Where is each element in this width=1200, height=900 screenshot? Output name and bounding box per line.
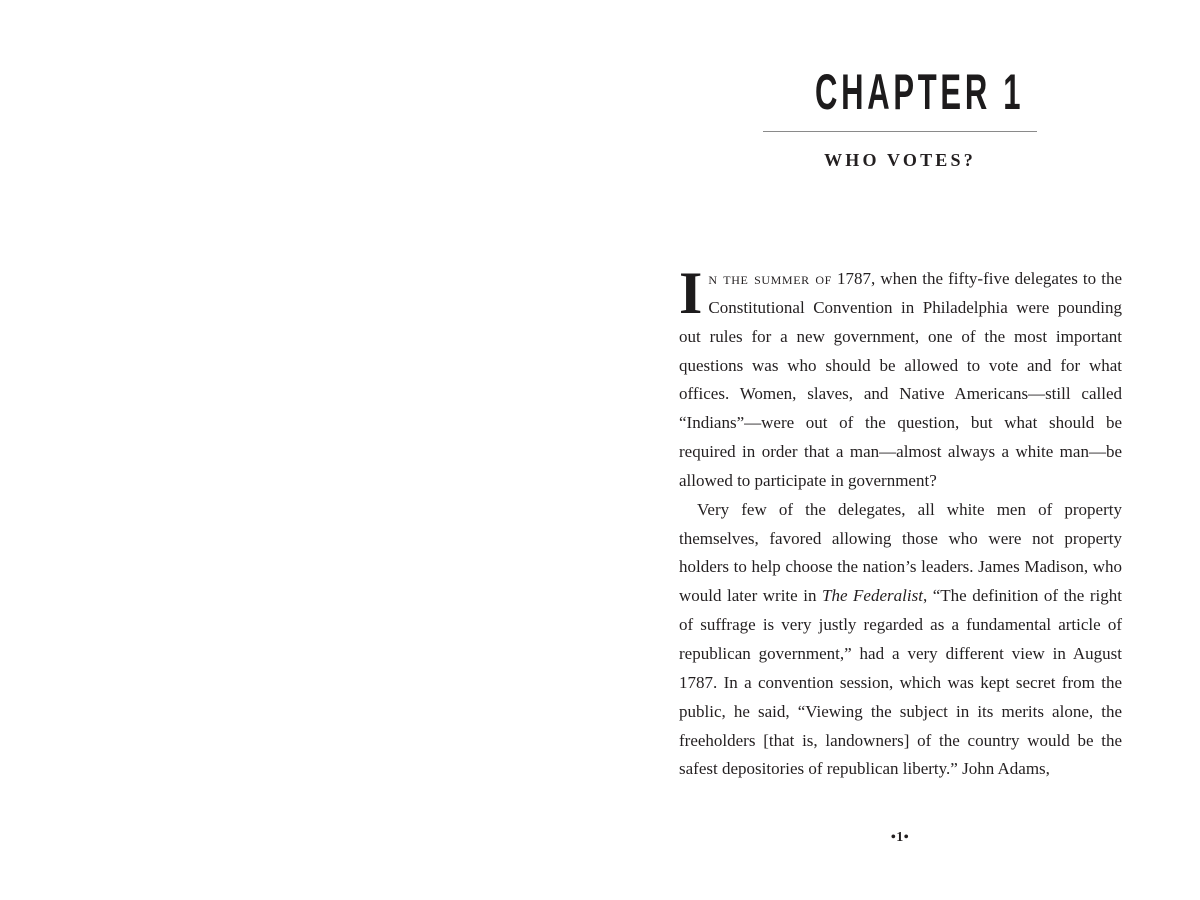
paragraph-1 <box>679 260 1122 496</box>
paragraph-2-text-before: Very few of the delegates, all white men of property themselves, favored allowing those who were not property holders to help choose the nation’s leaders. James Madison, who would later write in <box>679 499 1122 606</box>
chapter-heading: CHAPTER 1 <box>815 64 1025 120</box>
paragraph-2-text-after: , “The definition of the right of suffrage is very justly regarded as a fundamental article of republican government,” had a very different view in August 1787. In a convention session, which was kept secret from the public, he said, “Viewing the subject in its merits alone, the freeholders [that is, landowners] of the country would be the safest depositories of republican liberty.” John Adams, <box>679 586 1122 779</box>
drop-cap-letter: I <box>679 260 703 326</box>
book-title-italic: The Federalist <box>822 586 923 606</box>
chapter-body-text <box>679 260 1122 784</box>
chapter-divider-rule <box>763 131 1037 132</box>
paragraph-1-text: 1787, when the fifty-five delegates to the Constitutional Convention in Philadelphia were pounding out rules for a new government, one of the most important questions was who should be allowed to vote and for what offices. Women, slaves, and Native Americans—still called “Indians”—were out of the question, but what should be required in order that a man—almost always a white man—be allowed to participate in government? <box>679 269 1122 490</box>
chapter-subtitle: WHO VOTES? <box>824 150 976 170</box>
opening-small-caps: n the summer of <box>708 269 832 288</box>
right-page <box>600 0 1200 900</box>
paragraph-2 <box>679 496 1122 784</box>
page-number: •1• <box>890 830 910 845</box>
